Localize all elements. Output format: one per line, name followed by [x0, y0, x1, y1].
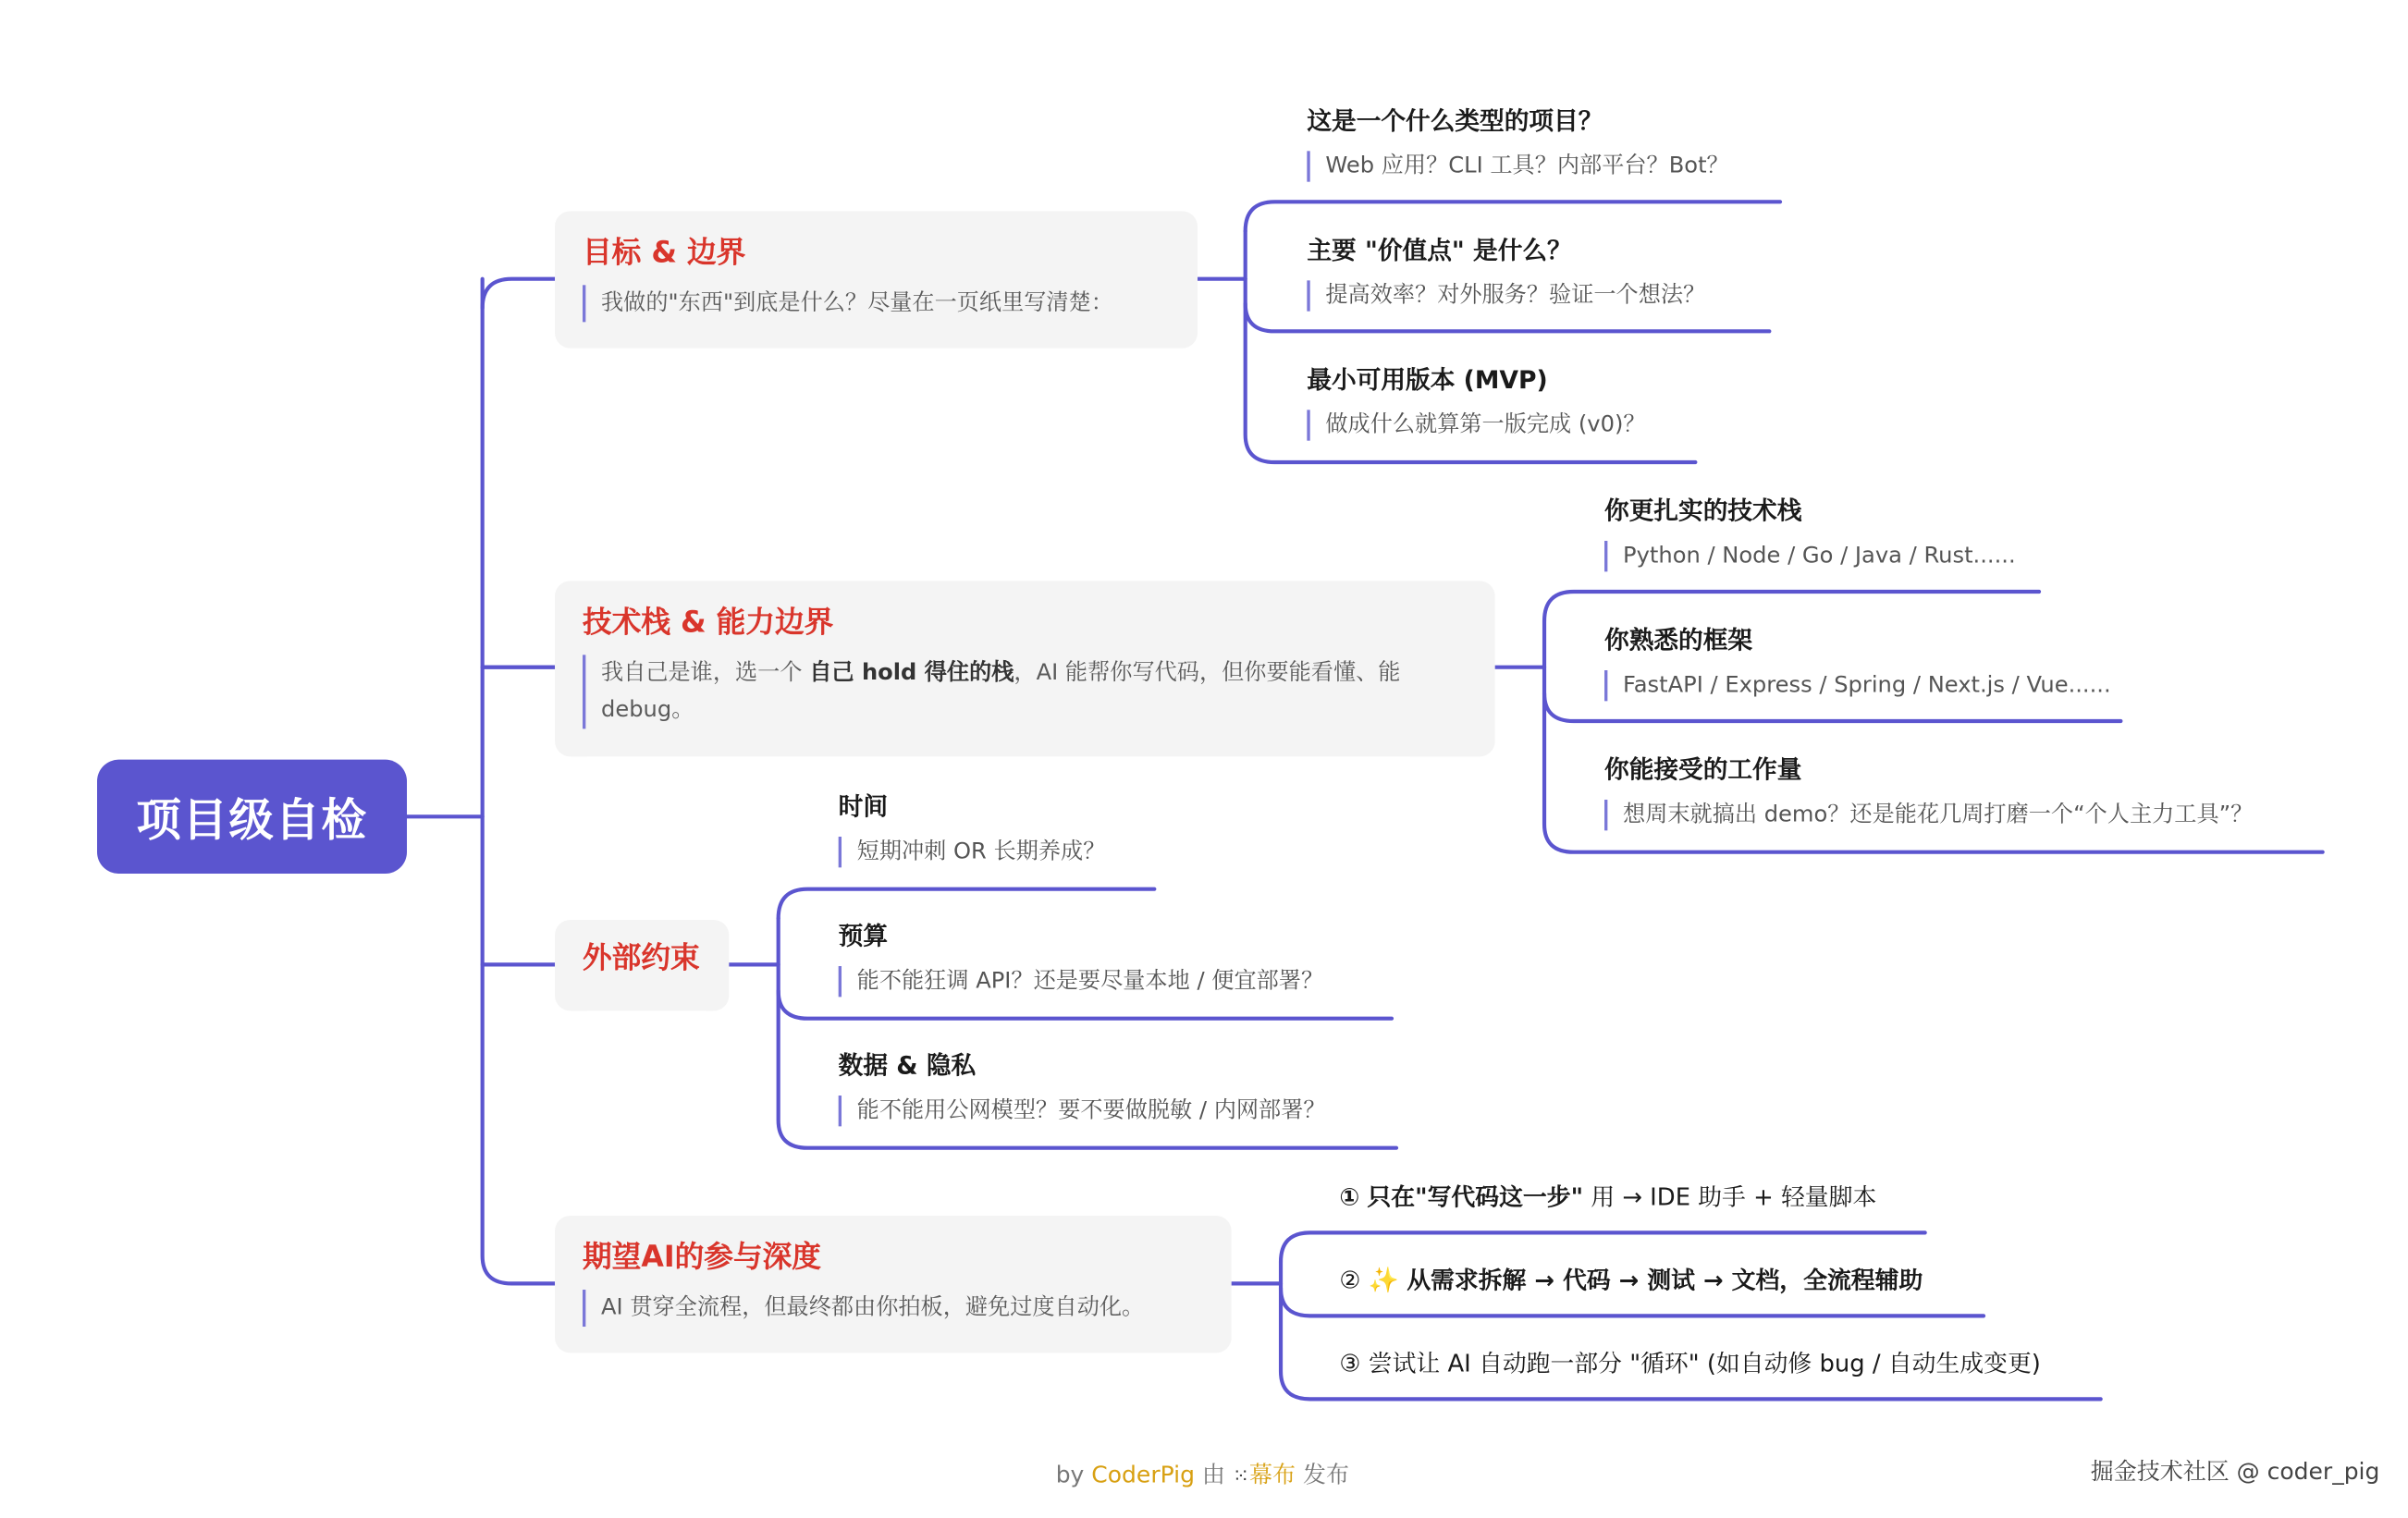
leaf-desc: Web 应用？CLI 工具？内部平台？Bot？	[1307, 151, 1728, 181]
branch-ai-depth-desc: AI 贯穿全流程，但最终都由你拍板，避免过度自动化。	[583, 1290, 1204, 1327]
branch-goals-title: 目标 & 边界	[583, 236, 746, 270]
branch-constraints-card[interactable]	[555, 920, 729, 1010]
leaf-title: 你更扎实的技术栈	[1604, 496, 1802, 526]
leaf-desc: 能不能用公网模型？要不要做脱敏 / 内网部署？	[839, 1096, 1326, 1126]
branch-techstack-title: 技术栈 & 能力边界	[583, 606, 834, 640]
leaf-title: 最小可用版本 (MVP)	[1307, 365, 1548, 395]
branch-techstack-desc	[583, 655, 1468, 728]
leaf-title: 数据 & 隐私	[838, 1050, 977, 1081]
watermark: 掘金技术社区 @ coder_pig	[2090, 1457, 2380, 1486]
step-number: ②	[1339, 1267, 1361, 1295]
mubu-logo-icon: ⁙	[1232, 1465, 1250, 1489]
desc-bold: 自己 hold 得住的栈	[809, 661, 1014, 686]
leaf-workload[interactable]	[1604, 753, 2253, 830]
root-label: 项目级自检	[136, 792, 368, 846]
leaf-title: 预算	[838, 921, 889, 951]
branch-techstack-card[interactable]	[555, 581, 1495, 756]
leaf-privacy[interactable]	[839, 1049, 1326, 1126]
footer-author-link[interactable]: CoderPig	[1091, 1461, 1195, 1489]
branch-goals-desc: 我做的"东西"到底是什么？尽量在一页纸里写清楚：	[583, 285, 1170, 322]
sparkles-icon: ✨	[1368, 1265, 1399, 1295]
step-rest: 用 → IDE 助手 + 轻量脚本	[1583, 1183, 1877, 1212]
leaf-mvp[interactable]	[1307, 363, 1645, 440]
leaf-solid-stack[interactable]	[1604, 495, 2016, 571]
leaf-desc: 提高效率？对外服务？验证一个想法？	[1307, 280, 1705, 311]
footer-credit	[1056, 1458, 1349, 1490]
branch-constraints-title: 外部约束	[583, 941, 700, 976]
leaf-desc: 想周末就搞出 demo？还是能花几周打磨一个“个人主力工具”？	[1604, 800, 2253, 830]
leaf-desc: 做成什么就算第一版完成 (v0)？	[1307, 410, 1645, 440]
step-rest: 尝试让 AI 自动跑一部分 "循环" (如自动修 bug / 自动生成变更)	[1368, 1350, 2041, 1378]
step-one[interactable]	[1339, 1181, 1876, 1215]
leaf-title: 时间	[838, 791, 889, 822]
leaf-desc: Python / Node / Go / Java / Rust......	[1604, 541, 2016, 571]
leaf-budget[interactable]	[839, 920, 1323, 997]
leaf-title: 你能接受的工作量	[1604, 754, 1802, 785]
leaf-project-type[interactable]	[1307, 104, 1728, 181]
step-bold: 只在"写代码这一步"	[1367, 1183, 1584, 1212]
branch-goals-card[interactable]	[555, 211, 1198, 348]
step-two[interactable]	[1339, 1264, 1923, 1298]
desc-part: ，AI 能帮你写代码，但你要能看懂、能 debug。	[601, 661, 1401, 723]
step-number: ③	[1339, 1350, 1361, 1378]
footer-by: by	[1055, 1461, 1092, 1489]
desc-part: 我自己是谁，选一个	[601, 661, 803, 686]
footer-mid: 由	[1194, 1461, 1233, 1489]
leaf-desc: FastAPI / Express / Spring / Next.js / Vue......	[1604, 670, 2111, 701]
leaf-value-point[interactable]	[1307, 234, 1705, 311]
leaf-title: 主要 "价值点" 是什么？	[1307, 236, 1572, 265]
root-node[interactable]	[97, 760, 407, 874]
leaf-title: 这是一个什么类型的项目？	[1307, 106, 1603, 136]
leaf-frameworks[interactable]	[1604, 624, 2111, 701]
branch-ai-depth-card[interactable]	[555, 1216, 1232, 1353]
step-number: ①	[1339, 1183, 1360, 1212]
leaf-desc: 能不能狂调 API？还是要尽量本地 / 便宜部署？	[839, 966, 1323, 997]
footer-post: 发布	[1296, 1461, 1350, 1489]
footer-brand-link[interactable]: 幕布	[1249, 1461, 1296, 1489]
step-three[interactable]	[1339, 1347, 2041, 1381]
step-bold: 从需求拆解 → 代码 → 测试 → 文档，全流程辅助	[1407, 1267, 1923, 1295]
leaf-time[interactable]	[839, 790, 1106, 867]
leaf-title: 你熟悉的框架	[1604, 625, 1753, 655]
branch-ai-depth-title: 期望AI的参与深度	[583, 1240, 821, 1275]
leaf-desc: 短期冲刺 OR 长期养成？	[839, 837, 1106, 867]
